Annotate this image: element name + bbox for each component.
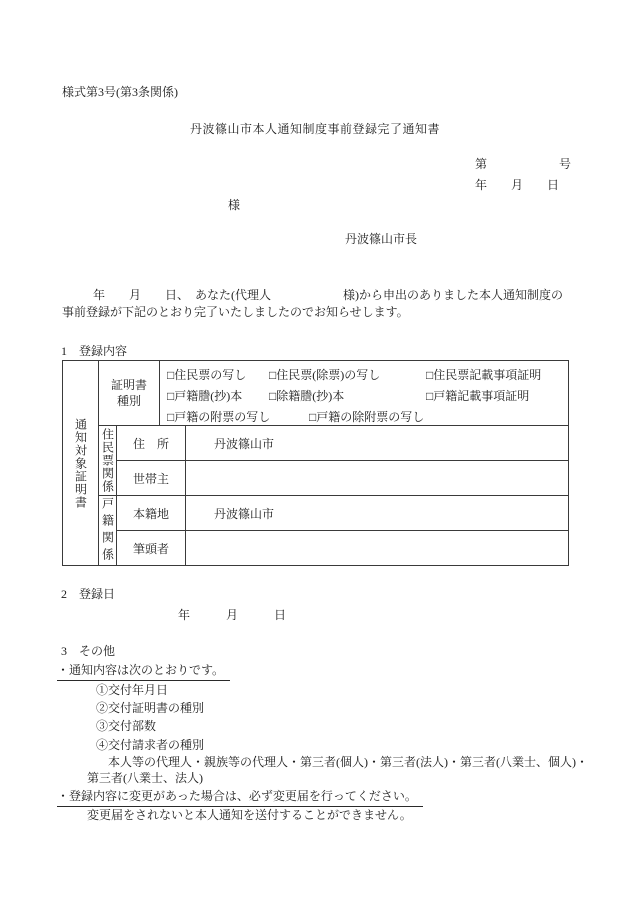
family-register-group (99, 496, 568, 565)
table-row (117, 531, 568, 565)
checkbox-option (269, 365, 426, 386)
row-label: 筆頭者 (117, 531, 186, 565)
table-right-area (99, 361, 568, 565)
body-paragraph-line2: 事前登録が下記のとおり完了いたしましたのでお知らせします。 (62, 305, 409, 319)
checkbox-label: 住民票記載事項証明 (433, 368, 542, 382)
checkbox-icon: □ (167, 368, 175, 382)
row-label: 本籍地 (117, 496, 186, 530)
cert-type-header-cell (99, 361, 160, 425)
checkbox-option (167, 365, 269, 386)
body-paragraph-line1: 年 月 日、 あなた(代理人 様)から申出のありました本人通知制度の (93, 288, 563, 302)
resident-group-rows (117, 426, 568, 495)
checkbox-option (269, 386, 426, 407)
checkbox-icon: □ (426, 389, 434, 403)
registration-date-line: 年 月 日 (178, 608, 287, 622)
addressee-suffix: 様 (228, 198, 241, 212)
checkbox-option (167, 407, 309, 428)
page-title: 丹波篠山市本人通知制度事前登録完了通知書 (189, 122, 440, 136)
issue-date-line: 年 月 日 (475, 178, 560, 192)
row-value: 丹波篠山市 (214, 506, 275, 521)
resident-group-header-cell (99, 426, 117, 495)
checkbox-label: 住民票(除票)の写し (276, 368, 381, 382)
checkbox-icon: □ (269, 368, 277, 382)
row-label: 住 所 (117, 426, 186, 460)
checkbox-label: 住民票の写し (174, 368, 247, 382)
section2-heading: 2 登録日 (61, 587, 116, 601)
cert-type-label-line2: 種別 (116, 394, 141, 408)
form-number: 様式第3号(第3条関係) (62, 85, 178, 99)
requester-types-line2: 第三者(八業士、法人) (87, 771, 203, 785)
checkbox-label: 戸籍謄(抄)本 (174, 389, 243, 403)
checkbox-icon: □ (309, 410, 317, 424)
checkbox-icon: □ (167, 410, 175, 424)
cert-options-line1 (167, 365, 568, 386)
checkbox-option (426, 386, 529, 407)
checkbox-option (167, 386, 269, 407)
list-item: ④交付請求者の種別 (96, 738, 205, 752)
checkbox-icon: □ (426, 368, 434, 382)
list-item: ③交付部数 (96, 719, 157, 733)
requester-types-line1: 本人等の代理人・親族等の代理人・第三者(個人)・第三者(法人)・第三者(八業士、個人)・ (108, 755, 588, 769)
checkbox-label: 戸籍記載事項証明 (433, 389, 530, 403)
cert-options-line2 (167, 386, 568, 407)
sender-name: 丹波篠山市長 (345, 232, 418, 246)
koseki-group-header-cell (99, 496, 117, 565)
table-row (117, 426, 568, 461)
checkbox-icon: □ (269, 389, 277, 403)
koseki-group-label: 戸籍関係 (100, 496, 115, 565)
row-value: 丹波篠山市 (214, 436, 275, 451)
section3-heading: 3 その他 (61, 644, 116, 658)
cert-type-row (99, 361, 568, 426)
change-notice-bullet: ・登録内容に変更があった場合は、必ず変更届を行ってください。 (57, 789, 423, 807)
change-notice-note: 変更届をされないと本人通知を送付することができません。 (87, 808, 412, 822)
table-row (117, 461, 568, 495)
doc-number-line: 第 号 (475, 157, 572, 171)
row-value (186, 461, 568, 495)
checkbox-option (309, 407, 424, 428)
table-row (117, 496, 568, 531)
checkbox-option (426, 365, 541, 386)
cert-type-label-line1: 証明書 (110, 378, 147, 392)
section1-heading: 1 登録内容 (61, 344, 128, 358)
koseki-group-rows (117, 496, 568, 565)
resident-record-group (99, 426, 568, 496)
registration-table (62, 360, 569, 566)
notify-content-bullet: ・通知内容は次のとおりです。 (57, 663, 230, 681)
checkbox-label: 除籍謄(抄)本 (276, 389, 345, 403)
row-label: 世帯主 (117, 461, 186, 495)
target-certificates-label: 通知対象証明書 (73, 417, 88, 509)
checkbox-label: 戸籍の附票の写し (174, 410, 271, 424)
list-item: ②交付証明書の種別 (96, 701, 205, 715)
cert-options-line3 (167, 407, 568, 428)
table-col-target-certificates (63, 361, 99, 565)
checkbox-label: 戸籍の除附票の写し (316, 410, 425, 424)
cert-type-options-cell (160, 361, 568, 425)
checkbox-icon: □ (167, 389, 175, 403)
list-item: ①交付年月日 (96, 683, 169, 697)
resident-group-label: 住民票関係 (100, 428, 115, 493)
row-value (186, 531, 568, 565)
